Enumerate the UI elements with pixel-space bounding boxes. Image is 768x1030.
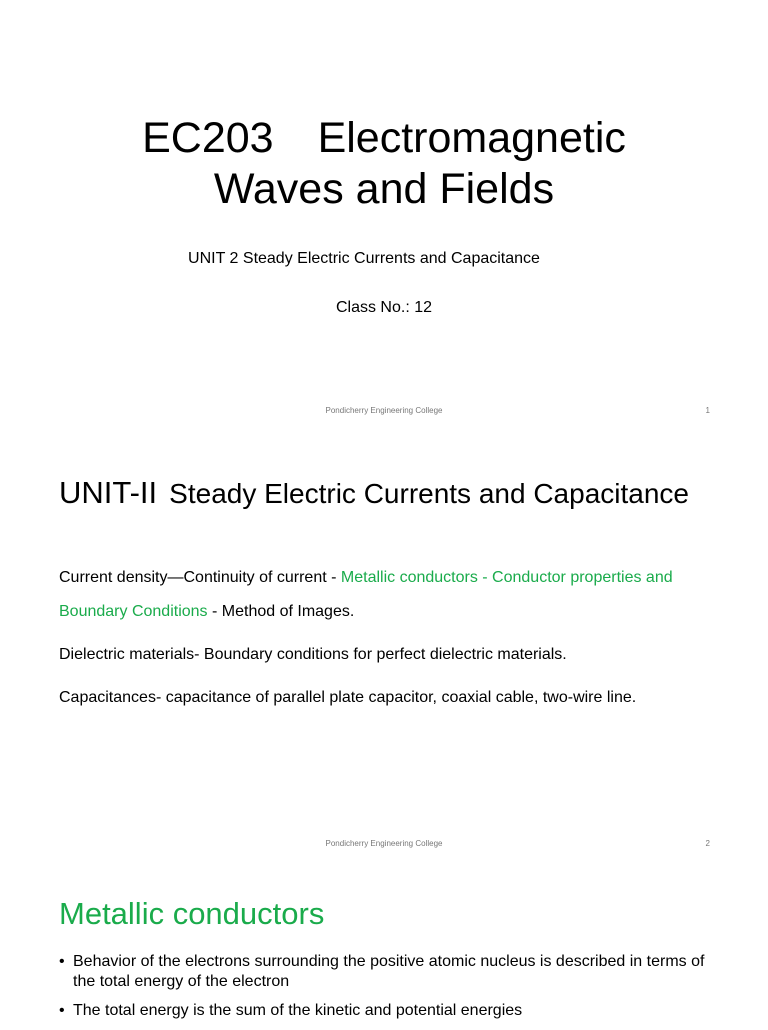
course-title-part1: Electromagnetic (317, 114, 626, 162)
syllabus-line-2: Dielectric materials- Boundary conditions for perfect dielectric materials. (59, 646, 567, 663)
bullet-item: • The total energy is the sum of the kinetic and potential energies (59, 1001, 719, 1021)
course-code: EC203 (142, 114, 274, 162)
syllabus-text: Current density—Continuity of current - (59, 569, 341, 586)
syllabus-line-1 (59, 561, 739, 629)
class-number: Class No.: 12 (335, 299, 433, 316)
course-title (0, 113, 768, 215)
unit-subtitle (0, 250, 768, 268)
syllabus-text: - Method of Images. (207, 603, 355, 620)
page-number: 1 (705, 406, 710, 415)
unit-heading (59, 475, 689, 511)
slide-1 (0, 0, 768, 433)
bullet-item: • Behavior of the electrons surrounding the positive atomic nucleus is described in terms of the total energy of the electron (59, 952, 719, 992)
unit-label: UNIT-II (59, 475, 158, 510)
slide-footer: Pondicherry Engineering College (325, 839, 443, 848)
unit-heading-title: Steady Electric Currents and Capacitance (169, 478, 689, 509)
bullet-list (59, 952, 719, 1030)
unit-title: Steady Electric Currents and Capacitance (242, 250, 540, 267)
slide-2 (0, 433, 768, 866)
page-number: 2 (705, 839, 710, 848)
section-title: Metallic conductors (59, 896, 325, 931)
slide-footer: Pondicherry Engineering College (325, 406, 443, 415)
course-title-part2: Waves and Fields (213, 165, 555, 213)
slide-3 (0, 866, 768, 1024)
syllabus-line-3: Capacitances- capacitance of parallel plate capacitor, coaxial cable, two-wire line. (59, 689, 637, 706)
unit-prefix: UNIT 2 (188, 250, 239, 267)
syllabus-highlight: Metallic conductors - Conductor properties and Boundary Conditions (59, 569, 673, 620)
